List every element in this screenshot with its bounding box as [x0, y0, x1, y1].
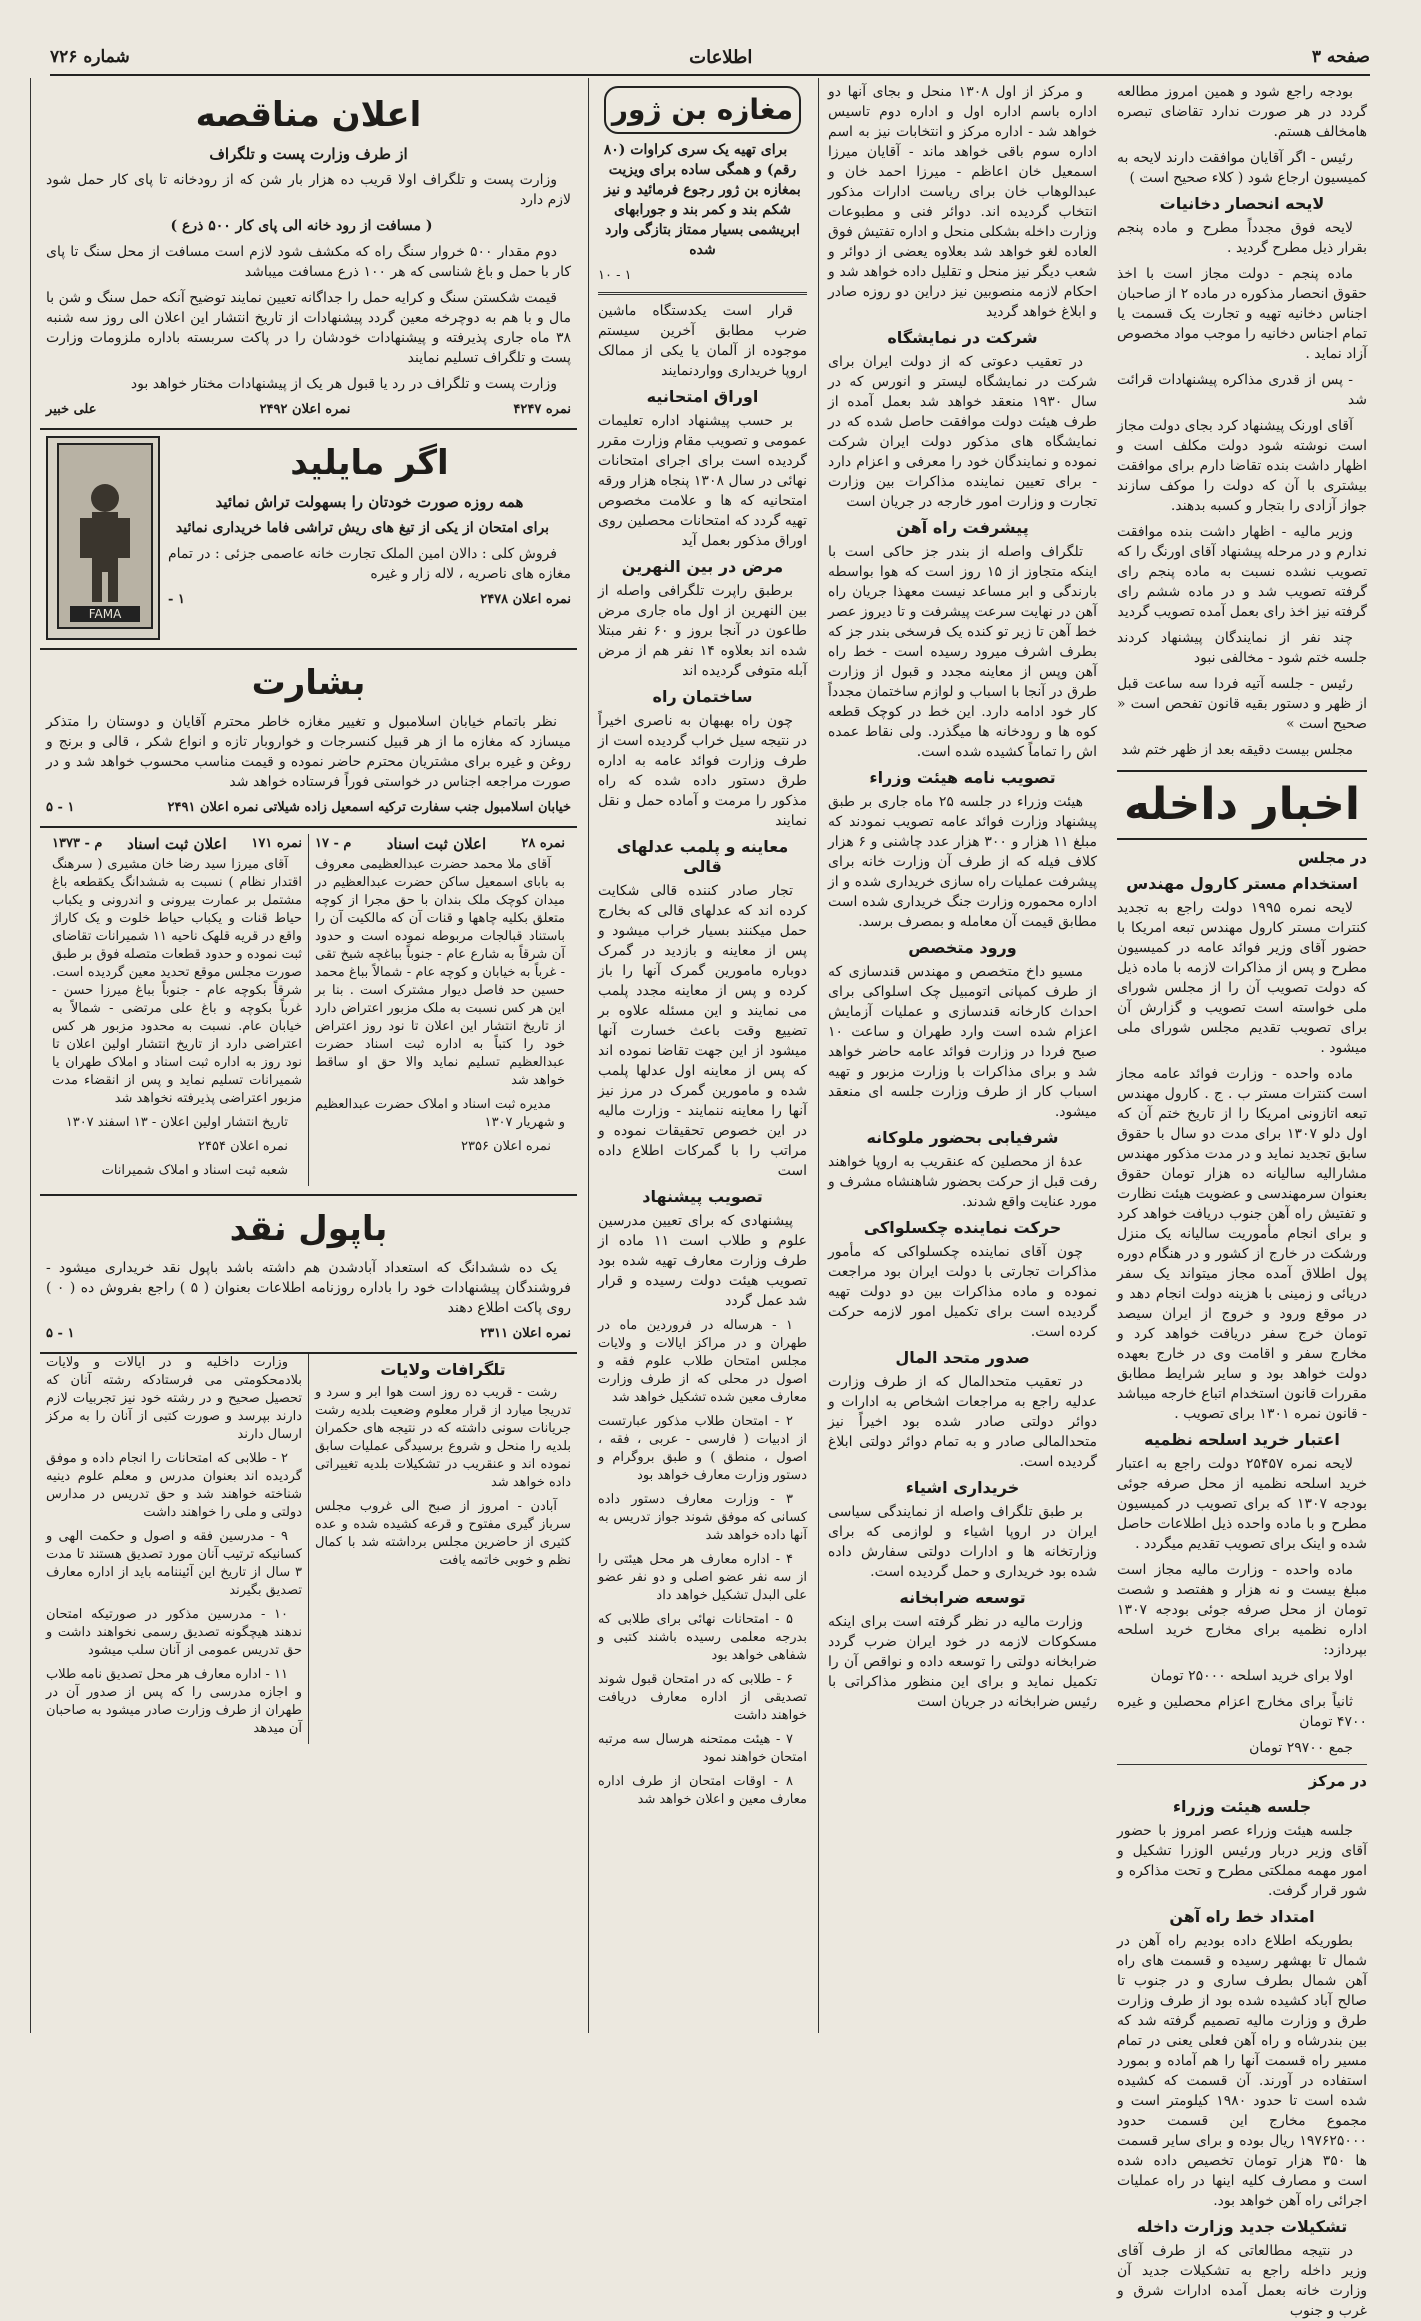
- list-item: ۷ - هیئت ممتحنه هرسال سه مرتبه امتحان خواهند نمود: [598, 1732, 807, 1765]
- article-text: چند نفر از نمایندگان پیشنهاد کردند جلسه ختم شود - مخالفی نبود: [1117, 630, 1367, 666]
- headline: اعتبار خرید اسلحه نظمیه: [1144, 1430, 1340, 1449]
- ad-text: قیمت شکستن سنگ و کرایه حمل را جداگانه تعیین نمایند توضیح آنکه حمل سنگ و شن با مال و با هم به دوچرخه معین گردد پیشنهادات از تاریخ انتشار این اعلان الی روز سه شنبه ۳۸ ماه جاری پذیرفته و پیشنهادات خودشان را در پاکت سربسته باداره ملزومات وزارت پست و تلگراف تسلیم نمایند: [46, 290, 571, 366]
- notice-office: شعبه ثبت اسناد و املاک شمیرانات: [101, 1163, 288, 1178]
- paper-name: اطلاعات: [689, 46, 753, 68]
- column-3: [588, 78, 816, 2033]
- ad-ref: ۱ - ۱۰: [598, 268, 632, 283]
- article-text: لایحه نمره ۱۹۹۵ دولت راجع به تجدید کنترات مستر کارول مهندس تبعه امریکا با حضور آقای وزیر فوائد عامه در کمیسیون مطرح و پس از مذاکرات لازمه با ماده ذیل که دولت تصویب آن را از مجلس شورای ملی خواسته است تصویب و گزارش آن برای تصویب تقدیم مجلس شورای ملی میشود .: [1117, 900, 1367, 1056]
- ad-text: ( مسافت از رود خانه الی پای کار ۵۰۰ ذرع ): [170, 218, 433, 234]
- ad-text: نظر باتمام خیابان اسلامبول و تغییر مغازه خاطر محترم آقایان و دوستان را متذکر میسازد که مغازه ما از هر قبیل کنسرجات و خواروبار تازه و انواع شکر ، قالی و برنج و روغن و غیره برای مشتریان محترم حاضر نموده و قیمت مناسب محسوب خواهد شد و در صورت مراجعه اجناس در خواستی فوراً فرستاده خواهد شد: [46, 714, 571, 790]
- notice-date: تاریخ انتشار اولین اعلان - ۱۳ اسفند ۱۳۰۷: [65, 1115, 288, 1130]
- ad-text: برای امتحان از یکی از تیغ های ریش تراشی فاما خریداری نمائید: [175, 520, 550, 536]
- article-text: در نتیجه مطالعاتی که از طرف آقای وزیر داخله راجع به تشکیلات جدید آن وزارت خانه بعمل آمده ادارات شرق و غرب و جنوب: [1117, 2243, 1367, 2319]
- headline: ورود متخصص: [908, 938, 1017, 957]
- article-text: مسیو داخ متخصص و مهندس قندسازی که از طرف کمپانی اتومبیل چک اسلواکی برای احداث کارخانه قندسازی و عملیات آزمایش اعزام شده است وارد طهران و ساعت ۱۰ صبح فردا در وزارت فوائد عامه حاضر خواهد شد و برای مذاکرات با وزارت مزبور و تهیه اسباب کار از طرف وزارت جلسه ای منعقد میشود.: [828, 964, 1097, 1120]
- article-text: وزارت داخلیه و در ایالات و ولایات بلادمحکومتی می فرستادکه رشته آنان که تحصیل صحیح و در رشته خود نیز تجربیات لازم دارند بپرسد و صورت کتبی از آنان را به مرکز ارسال دارند: [46, 1355, 302, 1442]
- article-text: در تعقیب متحدالمال که از طرف وزارت عدلیه راجع به مراجعات اشخاص به ادارات و دوائر دولتی صادر شده بود اخیراً نیز متحدالمالی صادر و به تمام دوائر دولتی ابلاغ گردیده است.: [828, 1374, 1097, 1470]
- article-text: هیئت وزراء در جلسه ۲۵ ماه جاری بر طبق پیشنهاد وزارت فوائد عامه تصویب نمودند که مبلغ ۱۱ هزار و ۳۰۰ هزار عدد چاشنی و ۶ هزار کلاف فیله که از طرف آن وزارت خانه برای پیشرفت عملیات راه سازی خریداری شده و از اداره محموره وزارت جنگ خریداری شده است مطابق قیمت آن معامله و بمصرف برسد.: [828, 794, 1097, 930]
- article-text: چون آقای نماینده چکسلواکی که مأمور مذاکرات تجارتی با دولت ایران بود مراجعت نموده و ماده مذاکرات بین دو دولت تهیه گردیده است برای تکمیل امور لازمه حرکت کرده است.: [828, 1244, 1097, 1340]
- headline: جلسه هیئت وزراء: [1172, 1797, 1312, 1816]
- tender-ad: [40, 82, 577, 430]
- ad-subtitle: همه روزه صورت خودتان را بسهولت تراش نمائید: [215, 493, 524, 511]
- ad-number: نمره ۴۲۴۷: [513, 402, 571, 417]
- headline: استخدام مستر کارول مهندس: [1126, 874, 1358, 893]
- notice-number: نمره ۲۸: [521, 836, 565, 851]
- article-text: ۱۰ - مدرسین مذکور در صورتیکه امتحان ندهند هیچگونه تصدیق رسمی نخواهند داشت و حق تدریس عمومی از آنان سلب میشود: [46, 1607, 302, 1658]
- article-text: تلگراف واصله از بندر جز حاکی است با اینکه متجاوز از ۱۵ روز است که هوا بواسطه بارندگی و ابر مساعد نیست معهذا جریان راه آهن در نهایت سرعت پیشرفت و تا دیروز عصر خط آهن تا زیر تو کنده یک فرسخی بندر جز که بطرف اشرف میرود رسیده است - خط راه آهن وپس از معاینه مجدد و قبول از وزارت طرق در آنجا با اسباب و لوازم ساختمان مجدداً کار خود ادامه دارد. این خط در کوچک قطعه کوه ها و رودخانه ها میگذرد. ولی نقاط عمده اش را تماماً کشیده شده است.: [828, 544, 1097, 760]
- article-text: تجار صادر کننده قالی شکایت کرده اند که عدلهای قالی که بخارج حمل میکنند بسیار خراب میشود و پس از معاینه و بازدید در گمرک دوباره مامورین گمرک آنها را باز کرده و پس از معاینه مجدد پلمب می نمایند و این مسئله علاوه بر تضییع وقت باعث خسارت آنها میشود از این جهت تقاضا نموده اند که پس از معاینه اول عدلها پلمب شده و مامورین گمرک در مرز نیز آنها را معاینه ننمایند - وزارت مالیه در این خصوص تحقیقات نموده و مراتب را با گمرکات اطلاع داده است: [598, 883, 807, 1179]
- list-item: ۴ - اداره معارف هر محل هیئتی را از سه نفر عضو اصلی و دو نفر عضو علی البدل تشکیل خواهد داد: [598, 1552, 807, 1603]
- article-text: عدهٔ از محصلین که عنقریب به اروپا خواهند رفت قبل از حرکت بحضور شاهنشاه مشرف و مورد عنایت واقع شدند.: [828, 1154, 1097, 1210]
- razor-box-icon: [52, 438, 158, 634]
- ad-headline: اگر مایلید: [290, 443, 449, 483]
- headline: اوراق امتحانیه: [646, 387, 759, 406]
- notice-ref: نمره اعلان ۲۴۵۴: [198, 1139, 288, 1154]
- list-item: ۸ - اوقات امتحان از طرف اداره معارف معین و اعلان خواهد شد: [598, 1774, 807, 1807]
- article-text: مجلس بیست دقیقه بعد از ظهر ختم شد: [1121, 742, 1353, 758]
- issue-label: شماره ۷۲۶: [50, 47, 130, 67]
- article-text: بطوریکه اطلاع داده بودیم راه آهن در شمال تا بهشهر رسیده و قسمت های راه آهن شمال بطرف ساری و در جنوب تا صالح آباد کشیده شده بود از طرف وزارت طرق و وزارت مالیه تصمیم گرفته شد که بین بندرشاه و راه آهن فعلی یعنی در تمام مسیر راه قسمت آنها را هم آماده و بمورد استفاده در آورند. آن قسمت که کشیده شده است تا حدود ۱۹۸۰ کیلومتر است و مجموع مخارج این قسمت حدود ۱۹۷۶۲۵۰۰۰ ریال بوده و برای سایر قسمت ها ۳۵۰ هزار تومان تخصیص داده شده است و مصارف کلیه اینها در راه عملیات اجرائی راه آهن خواهد بود.: [1117, 1933, 1367, 2209]
- ad-title: مغازه بن ژور: [604, 86, 801, 134]
- fama-ad: [40, 430, 577, 650]
- article-text: وزارت مالیه در نظر گرفته است برای اینکه مسکوکات لازمه در خود ایران ضرب گردد ضرابخانه دولتی را توسعه داده و نواقص آن را تکمیل نماید و برای این منظور مذاکراتی با رئیس ضرابخانه در جریان است: [828, 1614, 1097, 1710]
- article-text: بر طبق تلگراف واصله از نمایندگی سیاسی ایران در اروپا اشیاء و لوازمی که برای وزارتخانه ها و ادارات دولتی سفارش داده شده بود خریداری و حمل گردیده است.: [828, 1504, 1097, 1580]
- article-text: لایحه نمره ۲۵۴۵۷ دولت راجع به اعتبار خرید اسلحه نظمیه از محل صرفه جوئی بودجه ۱۳۰۷ که برای تصویب در کمیسیون مطرح و با ماده واحده ذیل اطلاعات حاصل شده و اینک برای تصویب تقدیم میگردد .: [1117, 1456, 1367, 1552]
- headline: شرفیابی بحضور ملوکانه: [866, 1128, 1059, 1147]
- notice-title: اعلان ثبت اسناد: [386, 835, 487, 853]
- list-item: ۵ - امتحانات نهائی برای طلابی که بدرجه معلمی رسیده باشند کتبی و شفاهی خواهد بود: [598, 1612, 807, 1663]
- notice-code: م - ۱۳۷۳: [52, 836, 103, 851]
- article-text: در تعقیب دعوتی که از دولت ایران برای شرکت در نمایشگاه لیستر و انورس که در سال ۱۹۳۰ منعقد خواهد شد بعمل آمده از طرف هیئت دولت موافقت حاصل شده که در نمایشگاه های مذکور دولت ایران شرکت نموده و نمایندگان خود را معرفی و اعزام دارد - برای تعیین نماینده مذاکرات بین وزارت تجارت و وزارت امور خارجه در جریان است: [828, 354, 1097, 510]
- article-text: آبادن - امروز از صبح الی غروب مجلس سرباز گیری مفتوح و قرعه کشیده شده و عده کثیری از حاضرین مجلس برداشته شد با کمال نظم و خوبی خاتمه یافت: [315, 1499, 571, 1568]
- notice-ref: نمره اعلان ۲۳۵۶: [461, 1139, 551, 1154]
- article-text: برطبق راپرت تلگرافی واصله از بین النهرین از اول ماه جاری مرض طاعون در آنجا بروز و ۶۰ نفر مبتلا شده اند بعلاوه ۱۴ نفر هم از مرض آبله متوفی گردیده اند: [598, 583, 808, 679]
- bisharat-ad: [40, 650, 577, 828]
- ad-headline: بشارت: [251, 663, 366, 703]
- article-text: رشت - قریب ده روز است هوا ابر و سرد و تدریجا میارد از قرار معلوم وضعیت بلدیه رشت جریانات سونی داشته که در نتیجه های حکمران بلدیه را منحل و شروع برسیدگی عملیات سابق نموده اند و عنقریب در تشکیلات بلدیه تغییراتی داده خواهد شد: [315, 1385, 571, 1490]
- article-text: رئیس - جلسه آتیه فردا سه ساعت قبل از ظهر و دستور بقیه قانون تفحص است « صحیح است »: [1117, 676, 1367, 732]
- headline: حرکت نماینده چکسلواکی: [863, 1218, 1062, 1237]
- ad-text: دوم مقدار ۵۰۰ خروار سنگ راه که مکشف شود لازم است مسافت از محل سنگ تا پای کار با حمل و باغ شناسی که هر ۱۰۰ ذرع مسافت میباشد: [46, 244, 571, 280]
- ad-ref: نمره اعلان ۲۴۹۲: [259, 402, 351, 417]
- fama-razor-box-illustration: [46, 436, 160, 640]
- ad-text: برای تهیه یک سری کراوات (۸۰ رقم) و همگی ساده برای ویزیت بمغازه بن ژور رجوع فرمائید و نیز شکم بند و کمر بند و جورابهای ابریشمی بسیار ممتاز بتازگی وارد شده: [603, 142, 801, 258]
- article-text: ۱۱ - اداره معارف هر محل تصدیق نامه طلاب و اجازه مدرسی را که پس از صدور آن در طهران از طرف وزارت صادر میشود به صاحبان آن میدهد: [46, 1667, 302, 1736]
- notice-date: مدیره ثبت اسناد و املاک حضرت عبدالعظیم و شهریار ۱۳۰۷: [315, 1097, 565, 1130]
- cash-ad: [40, 1196, 577, 1354]
- headline: پیشرفت راه آهن: [896, 518, 1029, 537]
- article-text: رئیس - اگر آقایان موافقت دارند لایحه به کمیسیون ارجاع شود ( کلاء صحیح است ): [1117, 150, 1367, 186]
- article-text: آقای اورنک پیشنهاد کرد بجای دولت مجاز است نوشته شود دولت مکلف است و اظهار داشت بنده تقاضا دارم برای موافقت بیشتری با آن که دولت را موکف سازند جواز آزادی را بتجار و کسبه بدهند.: [1117, 418, 1367, 514]
- list-item: ۶ - طلابی که در امتحان قبول شوند تصدیقی از اداره معارف دریافت خواهند داشت: [598, 1672, 807, 1723]
- article-text: بودجه راجع شود و همین امروز مطالعه گردد در هر صورت ندارد تقاضای تبصره هامخالف هستم.: [1117, 84, 1367, 140]
- article-text: جلسه هیئت وزراء عصر امروز با حضور آقای وزیر دربار ورئیس الوزرا تشکیل و امور مهمه مملکتی مطرح و تحت مذاکره و شور قرار گرفت.: [1117, 1823, 1367, 1899]
- telegrams-column: [309, 1354, 577, 1744]
- list-item: جمع ۲۹۷۰۰ تومان: [1249, 1740, 1353, 1756]
- column-2: [818, 78, 1106, 2033]
- page-label: صفحه ۳: [1311, 47, 1370, 67]
- headline: شرکت در نمایشگاه: [887, 328, 1038, 347]
- ad-subtitle: از طرف وزارت پست و تلگراف: [209, 145, 408, 163]
- subsection-label: در مجلس: [1298, 849, 1367, 867]
- headline: توسعه ضرابخانه: [899, 1588, 1026, 1607]
- section-title: اخبار داخله: [1117, 770, 1367, 840]
- ad-text: وزارت پست و تلگراف در رد یا قبول هر یک از پیشنهادات مختار خواهد بود: [130, 376, 557, 392]
- ad-text: وزارت پست و تلگراف اولا قریب ده هزار بار شن که از رودخانه تا پای کار حمل شود لازم دارد: [46, 172, 571, 208]
- ad-signature: علی خبیر: [46, 402, 97, 417]
- headline: مرض در بین النهرین: [621, 557, 784, 576]
- article-text: وزیر مالیه - اظهار داشت بنده موافقت ندارم و در مرحله پیشنهاد آقای اورنگ را که تصویب نشده نسبت به ماده پنجم رای گرفته تصویب شد و در ماده ششم رای گرفته نیز اخذ رای بعمل آمده تصویب گردید: [1117, 524, 1367, 620]
- notice-number: نمره ۱۷۱: [251, 836, 302, 851]
- masthead: [50, 40, 1370, 76]
- column-1: [1108, 78, 1376, 2319]
- article-text: ماده واحده - وزارت مالیه مجاز است مبلغ بیست و نه هزار و هفتصد و شصت تومان از محل صرفه جوئی بودجه ۱۳۰۷ اداره نظمیه برای مخارج خرید اسلحه بپردازد:: [1117, 1562, 1367, 1658]
- ad-signature: خیابان اسلامبول جنب سفارت ترکیه اسمعیل زاده شیلاتی نمره اعلان ۲۴۹۱: [167, 800, 571, 815]
- article-text: ماده پنجم - دولت مجاز است با اخذ حقوق انحصار مذکوره در ماده ۲ از صاحبان اجناس دخانیه تهیه و تجارت یک قسمت یا تمام اجناس دخانیه را موجب مواد مخصوص آزاد نماید .: [1116, 266, 1367, 362]
- headline: خریداری اشیاء: [905, 1478, 1020, 1497]
- notice-text: آقای ملا محمد حضرت عبدالعظیمی معروف به بابای اسمعیل ساکن حضرت عبدالعظیم در میدان کوچک ملک بندان با حق مجرا از کوچه متعلق بکلیه چاهها و قنات آن که مالکیت آن را باستناد قبالجات مربوطه نموده است و حدود آن شرقاً به شارع عام - جنوباً بباغچه شیخ تقی - غرباً به خیابان و کوچه عام - شمالاً بباغ محمد حسین حد فاصل دیوار مشترک است . بنا بر این هر کس نسبت به ملک مزبور اعتراض دارد از تاریخ انتشار این اعلان تا نود روز اعتراض خود را کتباً به اداره ثبت اسناد حضرت عبدالعظیم تسلیم نماید والا حق او ساقط خواهد شد: [315, 857, 565, 1088]
- list-item: ۲ - امتحان طلاب مذکور عبارتست از ادبیات ( فارسی - عربی ، فقه ، اصول ، منطق ) و طبق بروگرام و دستور وزارت معارف خواهد بود: [598, 1414, 807, 1483]
- fama-box-label: FAMA: [88, 607, 122, 621]
- notice-code: م - ۱۷: [315, 836, 352, 851]
- ad-ref: نمره اعلان ۲۴۷۸: [480, 592, 571, 607]
- ad-text: فروش کلی : دالان امین الملک تجارت خانه عاصمی جزئی : در تمام مغازه های ناصریه ، لاله زار و غیره: [168, 546, 571, 582]
- ad-headline: اعلان مناقصه: [195, 95, 422, 135]
- list-item: اولا برای خرید اسلحه ۲۵۰۰۰ تومان: [1150, 1668, 1353, 1684]
- bottom-news: [40, 1354, 577, 1744]
- article-text: پیشنهادی که برای تعیین مدرسین علوم و طلاب است ۱۱ ماده از طرف وزارت معارف تهیه شده بود تصویب هیئت دولت رسیده و قرار شد عمل گردد: [598, 1213, 807, 1309]
- notice-left: [46, 834, 309, 1186]
- headline: ساختمان راه: [652, 687, 753, 706]
- headline: لایحه انحصار دخانیات: [1159, 194, 1325, 213]
- notice-title: اعلان ثبت اسناد: [127, 835, 227, 853]
- list-item: ۳ - وزارت معارف دستور داده کسانی که موفق شوند جواز تدریس به آنها داده خواهد شد: [598, 1492, 807, 1543]
- ad-seq: ۱ -: [168, 592, 185, 607]
- ad-ref: نمره اعلان ۲۳۱۱: [480, 1326, 571, 1341]
- headline: تصویب پیشنهاد: [642, 1187, 763, 1206]
- headline: تصویب نامه هیئت وزراء: [869, 768, 1056, 787]
- ad-text: یک ده ششدانگ که استعداد آبادشدن هم داشته باشد باپول نقد خریداری میشود - فروشندگان پیشنهادات خود را باداره روزنامه اطلاعات بعنوان ( ۵ ) راجع بفروش ده ( ۰ ) روی پاکت اطلاع دهند: [46, 1260, 571, 1316]
- article-text: ماده واحده - وزارت فوائد عامه مجاز است کنترات مستر ب . ج . کارول مهندس تبعه اتازونی امریکا را از تاریخ ختم آن که اول دلو ۱۳۰۷ برای مدت دو سال با حقوق سابق تجدید نماید و در مدت مذکور مهندس مشارالیه سالیانه ده هزار تومان حقوق بعنوان سرمهندسی و عضویت هیئت نظارت و تفتیش راه آهن جنوب دریافت خواهد کرد و برای انجام مأموریت سالیانه یک منزل ورشکت در خارج از کشور و در هنگام دوره پول اطلاق آمده مجاز میتواند یک سفر دریائی و زمینی با هزینه دولت انجام دهد و در موقع ورود و خروج از ایران سیصد تومان خرج سفر دریافت خواهد کرد و مخارج سفر و اقامت وی در خارج بعهده دولت خواهد بود و سایر شرایط مطابق مقررات قانون استخدام اتباع خارجه میباشد - قانون نمره ۱۳۰۱ برای تصویب .: [1117, 1066, 1367, 1422]
- headline: صدور متحد المال: [895, 1348, 1030, 1367]
- list-item: ۱ - هرساله در فروردین ماه در طهران و در مراکز ایالات و ولایات مجلس امتحان طلاب علوم فقه و اصول در محلی که از طرف وزارت معارف معین شده تشکیل خواهد شد: [598, 1318, 807, 1405]
- headline: تشکیلات جدید وزارت داخله: [1136, 2217, 1348, 2236]
- education-column: [40, 1354, 309, 1744]
- article-text: و مرکز از اول ۱۳۰۸ منحل و بجای آنها دو اداره باسم اداره اول و اداره دوم تاسیس خواهد شد - اداره مرکز و انتخابات نیز به اسم اداره سوم باقی خواهد ماند - آقایان میرزا اسمعیل خان اعاظم - میرزا احمد خان و عبدالوهاب خان برای ریاست ادارات مذکور انتخاب گردیده اند. دوائر فنی و مطبوعات وزارت داخله بشکلی منحل و اداره تفتیش فوق العاده لغو خواهد شد بعلاوه یعضی از دوائر و شعب دیگر نیز منحل و تقلیل داده خواهد شد و احکام لازمه منصوبین نیز دراین دو روزه صادر و ابلاغ خواهد گردید: [828, 84, 1097, 320]
- article-text: لایحه فوق مجدداً مطرح و ماده پنجم بقرار ذیل مطرح گردید .: [1117, 220, 1367, 256]
- ad-seq: ۱ - ۵: [46, 800, 75, 815]
- ad-headline: باپول نقد: [229, 1209, 388, 1249]
- notice-text: آقای میرزا سید رضا خان مشیری ( سرهنگ اقتدار نظام ) نسبت به ششدانگ یکقطعه باغ مشتمل بر عمارت بیرونی و اندرونی و یکباب حیاط قنات و یکباب حیاط خلوت و یک کاراژ واقع در قریه قلهک ناحیه ۱۱ شمیرانات تقاضای ثبت نموده و حدود قطعات متصله فوق بر طبق صورت مجلس موقع تحدید معین گردیده است. شرقاً بکوچه عام - جنوباً بباغ میرزا حسن - غرباً بکوچه و باغ علی مرتضی - شمالاً به خیابان عام. نسبت به محدود مزبور هر کس اعتراضی دارد از تاریخ انتشار اولین اعلان تا نود روز به اداره ثبت اسناد و املاک طهران یا شمیرانات تسلیم نماید و پس از انقضاء مدت مزبور اعتراضی پذیرفته نخواهد شد: [52, 857, 303, 1106]
- article-text: قرار است یکدستگاه ماشین ضرب مطابق آخرین سیستم موجوده از آلمان یا یکی از ممالک اروپا خریداری وواردنمایند: [598, 303, 807, 379]
- article-text: ۹ - مدرسین فقه و اصول و حکمت الهی و کسانیکه ترتیب آنان مورد تصدیق هستند تا مدت ۳ سال از تاریخ این آئیننامه باید از اداره معارف تصدیق بگیرند: [46, 1529, 302, 1598]
- registration-notices: [40, 828, 577, 1196]
- article-text: چون راه بهبهان به ناصری اخیراً در نتیجه سیل خراب گردیده است از طرف وزارت فوائد عامه به اداره طرق دستور داده شده که راه مذکور را مرمت و آماده حمل و نقل نمایند: [598, 713, 807, 829]
- ad-seq: ۱ - ۵: [46, 1326, 75, 1341]
- headline: معاینه و پلمب عدلهای قالی: [616, 837, 789, 876]
- article-text: - پس از قدری مذاکره پیشنهادات قرائت شد: [1117, 372, 1367, 408]
- headline: تلگرافات ولایات: [380, 1360, 506, 1379]
- list-item: ثانیاً برای مخارج اعزام محصلین و غیره ۴۷۰۰ تومان: [1117, 1694, 1367, 1730]
- subsection-label: در مرکز: [1308, 1772, 1367, 1790]
- column-4-ads: [30, 78, 586, 2033]
- notice-right: [309, 834, 571, 1186]
- headline: امتداد خط راه آهن: [1169, 1907, 1315, 1926]
- article-text: بر حسب پیشنهاد اداره تعلیمات عمومی و تصویب مقام وزارت مقرر گردیده است برای اجرای امتحانات نهائی در سال ۱۳۰۸ پنجاه هزار ورقه امتحانیه که ها و علامت مخصوص تهیه گردد که امتحانات محصلین روی اوراق مذکور بعمل آید: [598, 413, 807, 549]
- article-text: ۲ - طلابی که امتحانات را انجام داده و موفق گردیده اند بعنوان مدرس و معلم علوم دینیه شناخته خواهند شد و حق تدریس در مدارس دولتی و ملی را خواهند داشت: [46, 1451, 302, 1520]
